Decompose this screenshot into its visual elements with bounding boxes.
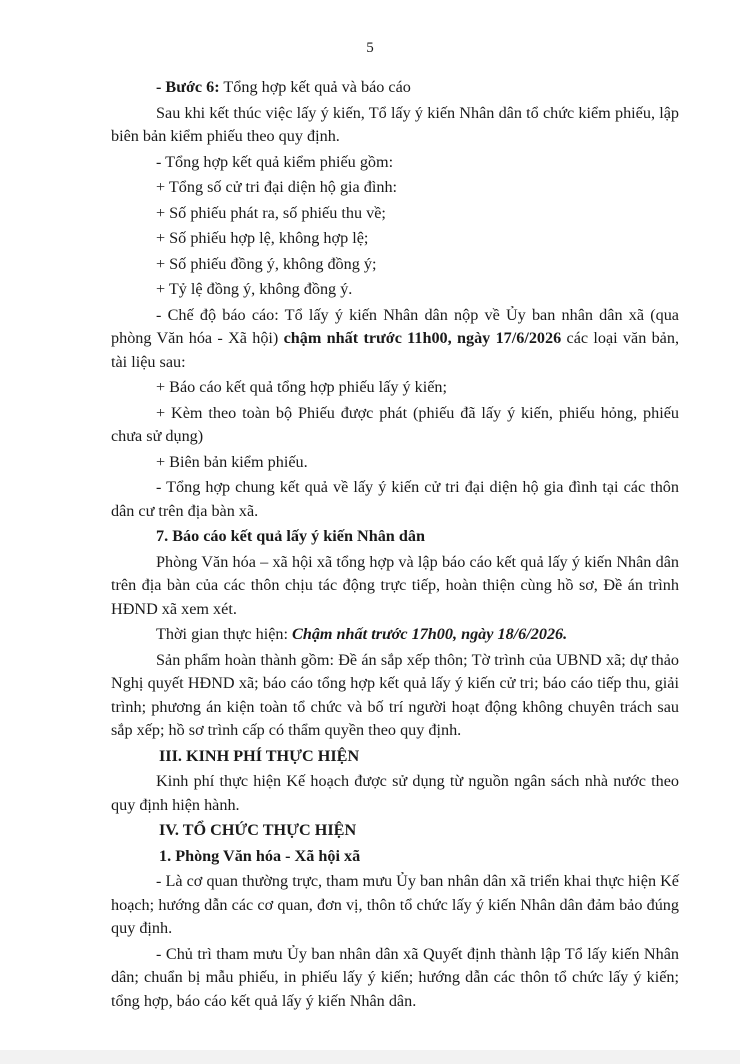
section7-time	[111, 623, 679, 647]
step6-item: + Tổng số cử tri đại diện hộ gia đình:	[156, 178, 398, 196]
section7-paragraph: Phòng Văn hóa – xã hội xã tổng hợp và lập báo cáo kết quả lấy ý kiến Nhân dân trên địa bàn của các thôn chịu tác động trực tiếp, hoàn thiện cùng hồ sơ, Đề án trình HĐND xã xem xét.	[111, 552, 679, 618]
step6-item: + Số phiếu hợp lệ, không hợp lệ;	[156, 229, 369, 247]
document-body	[111, 76, 679, 1013]
overall-summary-paragraph: - Tổng hợp chung kết quả về lấy ý kiến cử tri đại diện hộ gia đình tại các thôn dân cư trên địa bàn xã.	[111, 478, 679, 520]
step6-heading	[111, 76, 679, 100]
report-doc-item: + Báo cáo kết quả tổng hợp phiếu lấy ý kiến;	[156, 378, 448, 396]
section4-paragraph: - Chủ trì tham mưu Ủy ban nhân dân xã Quyết định thành lập Tổ lấy kiến Nhân dân; chuẩn bị mẫu phiếu, in phiếu lấy ý kiến; hướng dẫn các thôn tổ chức lấy ý kiến; tổng hợp, báo cáo kết quả lấy ý kiến Nhân dân.	[111, 944, 679, 1010]
page-number: 5	[366, 40, 374, 56]
step6-item: + Tỷ lệ đồng ý, không đồng ý.	[156, 280, 353, 298]
time-label: Thời gian thực hiện:	[156, 625, 293, 643]
step6-label: - Bước 6:	[156, 78, 220, 96]
step6-item: + Số phiếu đồng ý, không đồng ý;	[156, 254, 377, 273]
step6-title: Tổng hợp kết quả và báo cáo	[219, 78, 411, 96]
section7-heading: 7. Báo cáo kết quả lấy ý kiến Nhân dân	[156, 527, 425, 545]
report-doc-item: + Biên bản kiểm phiếu.	[156, 452, 308, 471]
report-regime-text-end: các loại văn bản, tài liệu sau:	[111, 329, 679, 371]
report-regime-text: - Chế độ báo cáo: Tổ lấy ý kiến Nhân dân nộp về Ủy ban nhân dân xã (qua phòng Văn hóa - Xã hội)	[111, 305, 679, 347]
section3-paragraph: Kinh phí thực hiện Kế hoạch được sử dụng từ nguồn ngân sách nhà nước theo quy định hiện hành.	[111, 772, 679, 814]
section4-paragraph: - Là cơ quan thường trực, tham mưu Ủy ban nhân dân xã triển khai thực hiện Kế hoạch; hướng dẫn các cơ quan, đơn vị, thôn tổ chức lấy ý kiến Nhân dân đảm bảo đúng quy định.	[111, 872, 679, 937]
section3-heading: III. KINH PHÍ THỰC HIỆN	[159, 746, 360, 765]
section7-products: Sản phẩm hoàn thành gồm: Đề án sắp xếp thôn; Tờ trình của UBND xã; dự thảo Nghị quyết HĐND xã; báo cáo tổng hợp kết quả lấy ý kiến cử tri; báo cáo tiếp thu, giải trình; phương án kiện toàn tổ chức và bố trí người hoạt động không chuyên trách sau sắp xếp; hồ sơ trình cấp có thẩm quyền theo quy định.	[111, 650, 679, 739]
page-bottom-edge	[0, 1050, 740, 1064]
section4-subheading: 1. Phòng Văn hóa - Xã hội xã	[159, 846, 361, 865]
report-regime-paragraph	[111, 304, 679, 375]
step6-summary-intro: - Tổng hợp kết quả kiểm phiếu gồm:	[156, 152, 394, 171]
step6-paragraph: Sau khi kết thúc việc lấy ý kiến, Tổ lấy ý kiến Nhân dân tổ chức kiểm phiếu, lập biên bản kiểm phiếu theo quy định.	[111, 103, 679, 145]
time-value: Chậm nhất trước 17h00, ngày 18/6/2026.	[292, 625, 568, 643]
report-doc-item: + Kèm theo toàn bộ Phiếu được phát (phiếu đã lấy ý kiến, phiếu hỏng, phiếu chưa sử dụng)	[111, 403, 679, 445]
section4-heading: IV. TỔ CHỨC THỰC HIỆN	[159, 821, 357, 839]
report-deadline: chậm nhất trước 11h00, ngày 17/6/2026	[283, 329, 562, 347]
step6-item: + Số phiếu phát ra, số phiếu thu về;	[156, 203, 386, 222]
